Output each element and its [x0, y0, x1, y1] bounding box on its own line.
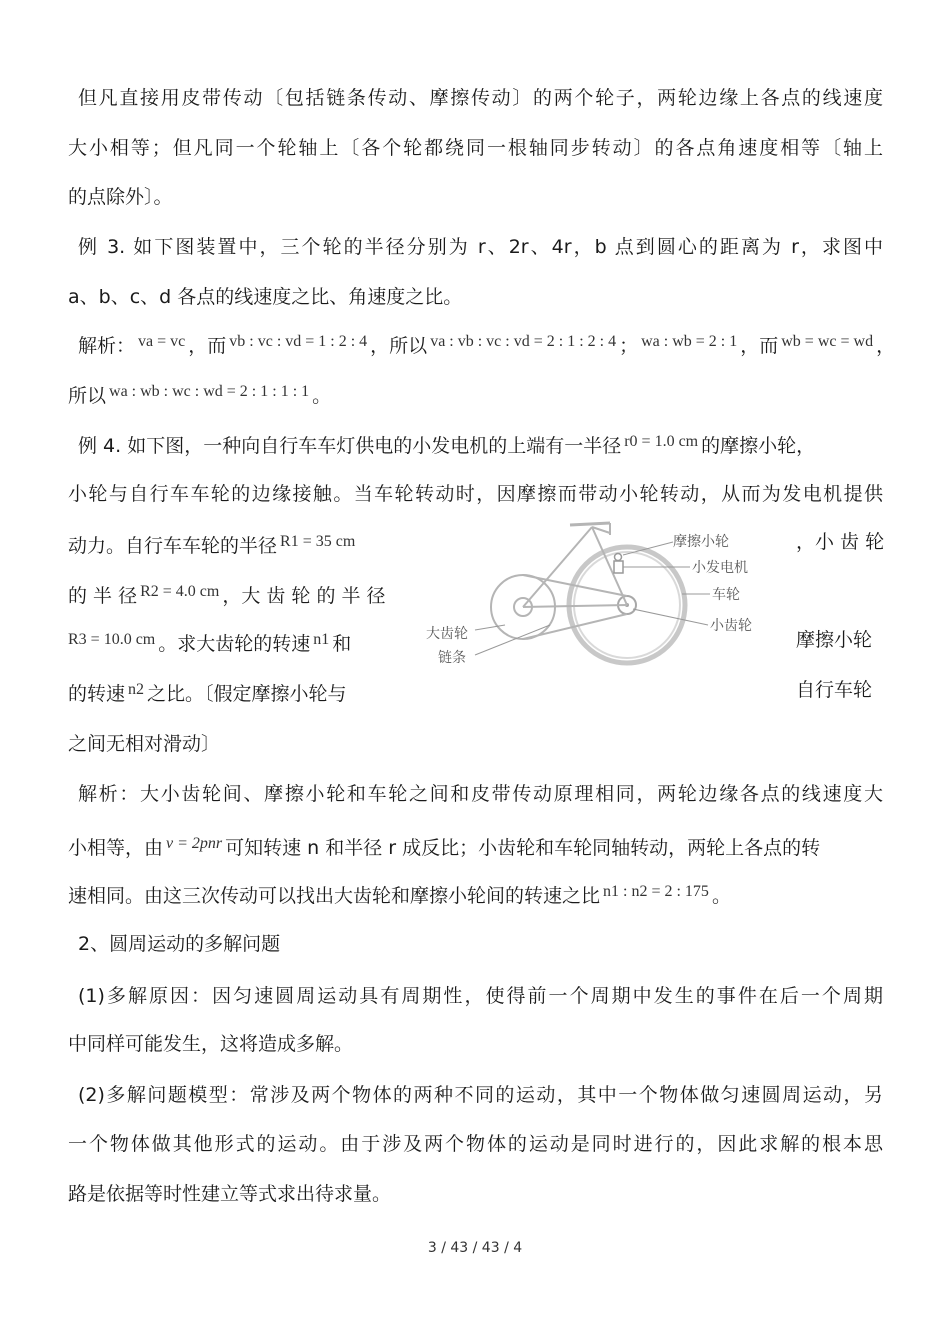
- text: ；: [619, 335, 639, 357]
- text: ，所以: [370, 335, 428, 357]
- section-line: (1)多解原因：因匀速圆周运动具有周期性，使得前一个周期中发生的事件在后一个周期: [78, 985, 883, 1007]
- text: ，而: [740, 335, 779, 357]
- example-4-line: [68, 678, 408, 706]
- text: 。: [711, 885, 731, 907]
- equation: n1 : n2 = 2 : 175: [603, 883, 709, 900]
- text: 动力。自行车车轮的半径: [68, 535, 278, 557]
- solution-4-line: [68, 832, 883, 860]
- text: 的摩擦小轮，: [701, 435, 816, 457]
- friction-wheel: [615, 554, 622, 561]
- page-number: 3 / 43 / 43 / 4: [427, 1240, 523, 1256]
- text: 速相同。由这三次传动可以找出大齿轮和摩擦小轮间的转速之比: [68, 885, 601, 907]
- solution-3-line: [78, 330, 896, 358]
- label-friction-wheel: 摩擦小轮: [673, 534, 729, 550]
- equation: v = 2pnr: [166, 835, 223, 852]
- equation: vb : vc : vd = 1 : 2 : 4: [229, 333, 368, 350]
- generator: [614, 561, 623, 573]
- text: ，而: [188, 335, 227, 357]
- label-small-gear: 小齿轮: [710, 618, 752, 634]
- equation: R3 = 10.0 cm: [68, 631, 156, 648]
- equation: va = vc: [138, 333, 186, 350]
- text: 。: [312, 385, 332, 407]
- equation: R2 = 4.0 cm: [140, 583, 220, 600]
- example-3-line: 例 3. 如下图装置中，三个轮的半径分别为 r、2r、4r，b 点到圆心的距离为 r，求图中: [78, 236, 883, 258]
- text: 所以: [68, 385, 107, 407]
- solution-label: 解析：: [78, 335, 136, 357]
- label-big-gear: 大齿轮: [426, 626, 468, 642]
- text: 之比。〔假定摩擦小轮与: [147, 683, 347, 705]
- example-4-line: ，小 齿 轮: [796, 531, 885, 553]
- solution-3-line: [68, 380, 883, 408]
- section-title: 2、圆周运动的多解问题: [78, 933, 281, 955]
- example-4-line: [68, 530, 408, 558]
- solution-4-line: [68, 880, 883, 908]
- text: 例 4. 如下图，一种向自行车车灯供电的小发电机的上端有一半径: [78, 435, 622, 457]
- equation: r0 = 1.0 cm: [624, 433, 699, 450]
- example-4-line: [68, 628, 408, 656]
- text: 的转速: [68, 683, 126, 705]
- text: 的 半 径: [68, 585, 138, 607]
- text: 。求大齿轮的转速: [158, 633, 311, 655]
- example-3-line: a、b、c、d 各点的线速度之比、角速度之比。: [68, 286, 463, 308]
- equation: wa : wb : wc : wd = 2 : 1 : 1 : 1: [109, 383, 310, 400]
- text: 可知转速 n 和半径 r 成反比；小齿轮和车轮同轴转动，两轮上各点的转: [225, 837, 821, 859]
- equation: wb = wc = wd: [781, 333, 874, 350]
- section-line: 路是依据等时性建立等式求出待求量。: [68, 1183, 392, 1205]
- equation: R1 = 35 cm: [280, 533, 356, 550]
- section-line: 中同样可能发生，这将造成多解。: [68, 1033, 354, 1055]
- equation: wa : wb = 2 : 1: [641, 333, 738, 350]
- text: ，: [876, 335, 896, 357]
- label-wheel: 车轮: [712, 587, 740, 603]
- section-line: (2)多解问题模型：常涉及两个物体的两种不同的运动，其中一个物体做匀速圆周运动，另: [78, 1084, 883, 1106]
- text: ，大 齿 轮 的 半 径: [222, 585, 386, 607]
- solution-4-line: 解析：大小齿轮间、摩擦小轮和车轮之间和皮带传动原理相同，两轮边缘各点的线速度大: [78, 783, 883, 805]
- section-line: 一个物体做其他形式的运动。由于涉及两个物体的运动是同时进行的，因此求解的根本思: [68, 1133, 883, 1155]
- text: 小相等，由: [68, 837, 164, 859]
- label-chain: 链条: [438, 650, 466, 666]
- example-4-line: [68, 580, 408, 608]
- para-line: 大小相等；但凡同一个轮轴上〔各个轮都绕同一根轴同步转动〕的各点角速度相等〔轴上: [68, 137, 883, 159]
- example-4-line: [78, 430, 883, 458]
- equation: n2: [128, 681, 145, 698]
- text: 和: [332, 633, 352, 655]
- example-4-line: 摩擦小轮: [796, 629, 873, 651]
- example-4-line: 自行车轮: [796, 679, 873, 701]
- example-4-line: 之间无相对滑动〕: [68, 733, 221, 755]
- para-line: 的点除外〕。: [68, 186, 173, 208]
- example-4-line: 小轮与自行车车轮的边缘接触。当车轮转动时，因摩擦而带动小轮转动，从而为发电机提供: [68, 483, 883, 505]
- label-generator: 小发电机: [692, 560, 748, 576]
- equation: n1: [313, 631, 330, 648]
- para-line: 但凡直接用皮带传动〔包括链条传动、摩擦传动〕的两个轮子，两轮边缘上各点的线速度: [78, 87, 883, 109]
- equation: va : vb : vc : vd = 2 : 1 : 2 : 4: [430, 333, 617, 350]
- bicycle-diagram: [420, 515, 780, 680]
